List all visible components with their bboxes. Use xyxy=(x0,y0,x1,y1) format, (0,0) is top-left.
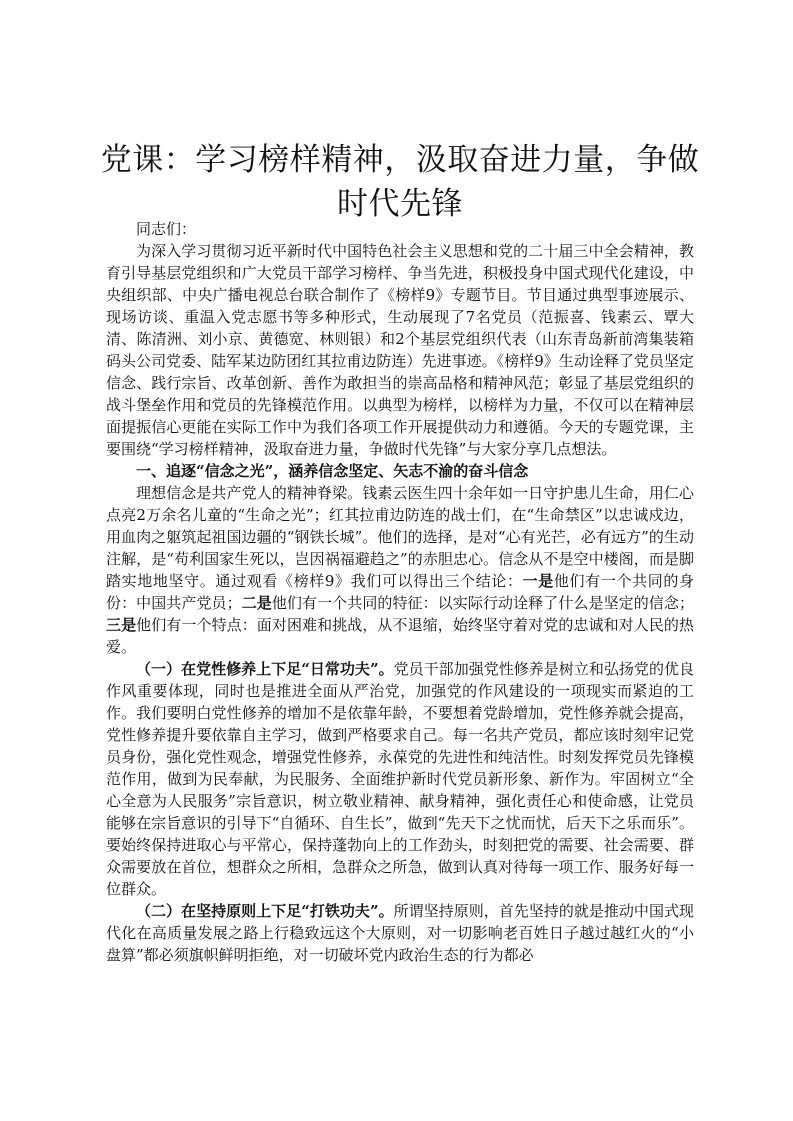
subsection-2-heading: （二）在坚持原则上下足“打铁功夫”。 xyxy=(136,902,394,920)
section-1-text-b: 他们有一个共同的身份：中国共产党员； xyxy=(106,572,694,612)
document-title: 党课：学习榜样精神，汲取奋进力量，争做时代先锋 xyxy=(100,142,700,222)
section-1-text-a: 理想信念是共产党人的精神脊梁。钱素云医生四十余年如一日守护患儿生命，用仁心点亮2万余名儿童的“生命之光”；红其拉甫边防连的战士们，在“生命禁区”以忠诚戍边，用血肉之躯筑起祖国边疆的“钢铁长城”。他们的选择，是对“心有光芒，必有远方”的生动注解，是“苟利国家生死以，岂因祸福避趋之”的赤胆忠心。信念从不是空中楼阁，而是脚踏实地地坚守。通过观看《榜样9》我们可以得出三个结论： xyxy=(106,484,694,590)
subsection-2-text: 所谓坚持原则，首先坚持的就是推动中国式现代化在高质量发展之路上行稳致远这个大原则，对一切影响老百姓日子越过越红火的“小盘算”都必须旗帜鲜明拒绝，对一切破坏党内政治生态的行为都必 xyxy=(106,902,694,964)
section-1-text-c: 他们有一个共同的特征：以实际行动诠释了什么是坚定的信念； xyxy=(271,594,694,612)
subsection-2-paragraph xyxy=(106,900,694,966)
section-1-point-2-label: 二是 xyxy=(241,594,272,612)
document-body xyxy=(106,218,694,966)
subsection-1-text: 党员干部加强党性修养是树立和弘扬党的优良作风重要体现，同时也是推进全面从严治党，加强党的作风建设的一项现实而紧迫的工作。我们要明白党性修养的增加不是依靠年龄，不要想着党龄增加，党性修养就会提高，党性修养提升要依靠自主学习，做到严格要求自己。每一名共产党员，都应该时刻牢记党员身份，强化党性观念，增强党性修养，永葆党的先进性和纯洁性。时刻发挥党员先锋模范作用，做到为民奉献，为民服务、全面维护新时代党员新形象、新作为。牢固树立“全心全意为人民服务”宗旨意识，树立敬业精神、献身精神，强化责任心和使命感，让党员能够在宗旨意识的引导下“自循环、自生长”，做到“先天下之忧而忧，后天下之乐而乐”。要始终保持进取心与平常心，保持蓬勃向上的工作劲头，时刻把党的需要、社会需要、群众需要放在首位，想群众之所相，急群众之所急，做到认真对待每一项工作、服务好每一位群众。 xyxy=(106,660,694,898)
intro-paragraph: 为深入学习贯彻习近平新时代中国特色社会主义思想和党的二十届三中全会精神，教育引导基层党组织和广大党员干部学习榜样、争当先进，积极投身中国式现代化建设，中央组织部、中央广播电视总台联合制作了《榜样9》专题节目。节目通过典型事迹展示、现场访谈、重温入党志愿书等多种形式，生动展现了7名党员（范振喜、钱素云、覃大清、陈清洲、刘小京、黄德宽、林则银）和2个基层党组织代表（山东青岛新前湾集装箱码头公司党委、陆军某边防团红其拉甫边防连）先进事迹。《榜样9》生动诠释了党员坚定信念、践行宗旨、改革创新、善作为敢担当的崇高品格和精神风范；彰显了基层党组织的战斗堡垒作用和党员的先锋模范作用。以典型为榜样，以榜样为力量，不仅可以在精神层面提振信心更能在实际工作中为我们各项工作开展提供动力和遵循。今天的专题党课，主要围绕“学习榜样精神，汲取奋进力量，争做时代先锋”与大家分享几点想法。 xyxy=(106,242,694,458)
section-1-heading: 一、追逐“信念之光”，涵养信念坚定、矢志不渝的奋斗信念 xyxy=(136,462,529,480)
section-1-paragraph xyxy=(106,482,694,658)
section-1-point-1-label: 一是 xyxy=(522,572,554,590)
section-1-point-3-label: 三是 xyxy=(106,616,137,634)
section-1-text-d: 他们有一个特点：面对困难和挑战，从不退缩，始终坚守着对党的忠诚和对人民的热爱。 xyxy=(106,616,694,656)
subsection-1-heading: （一）在党性修养上下足“日常功夫”。 xyxy=(136,660,394,678)
subsection-1-paragraph xyxy=(106,658,694,900)
salutation: 同志们： xyxy=(136,220,197,238)
